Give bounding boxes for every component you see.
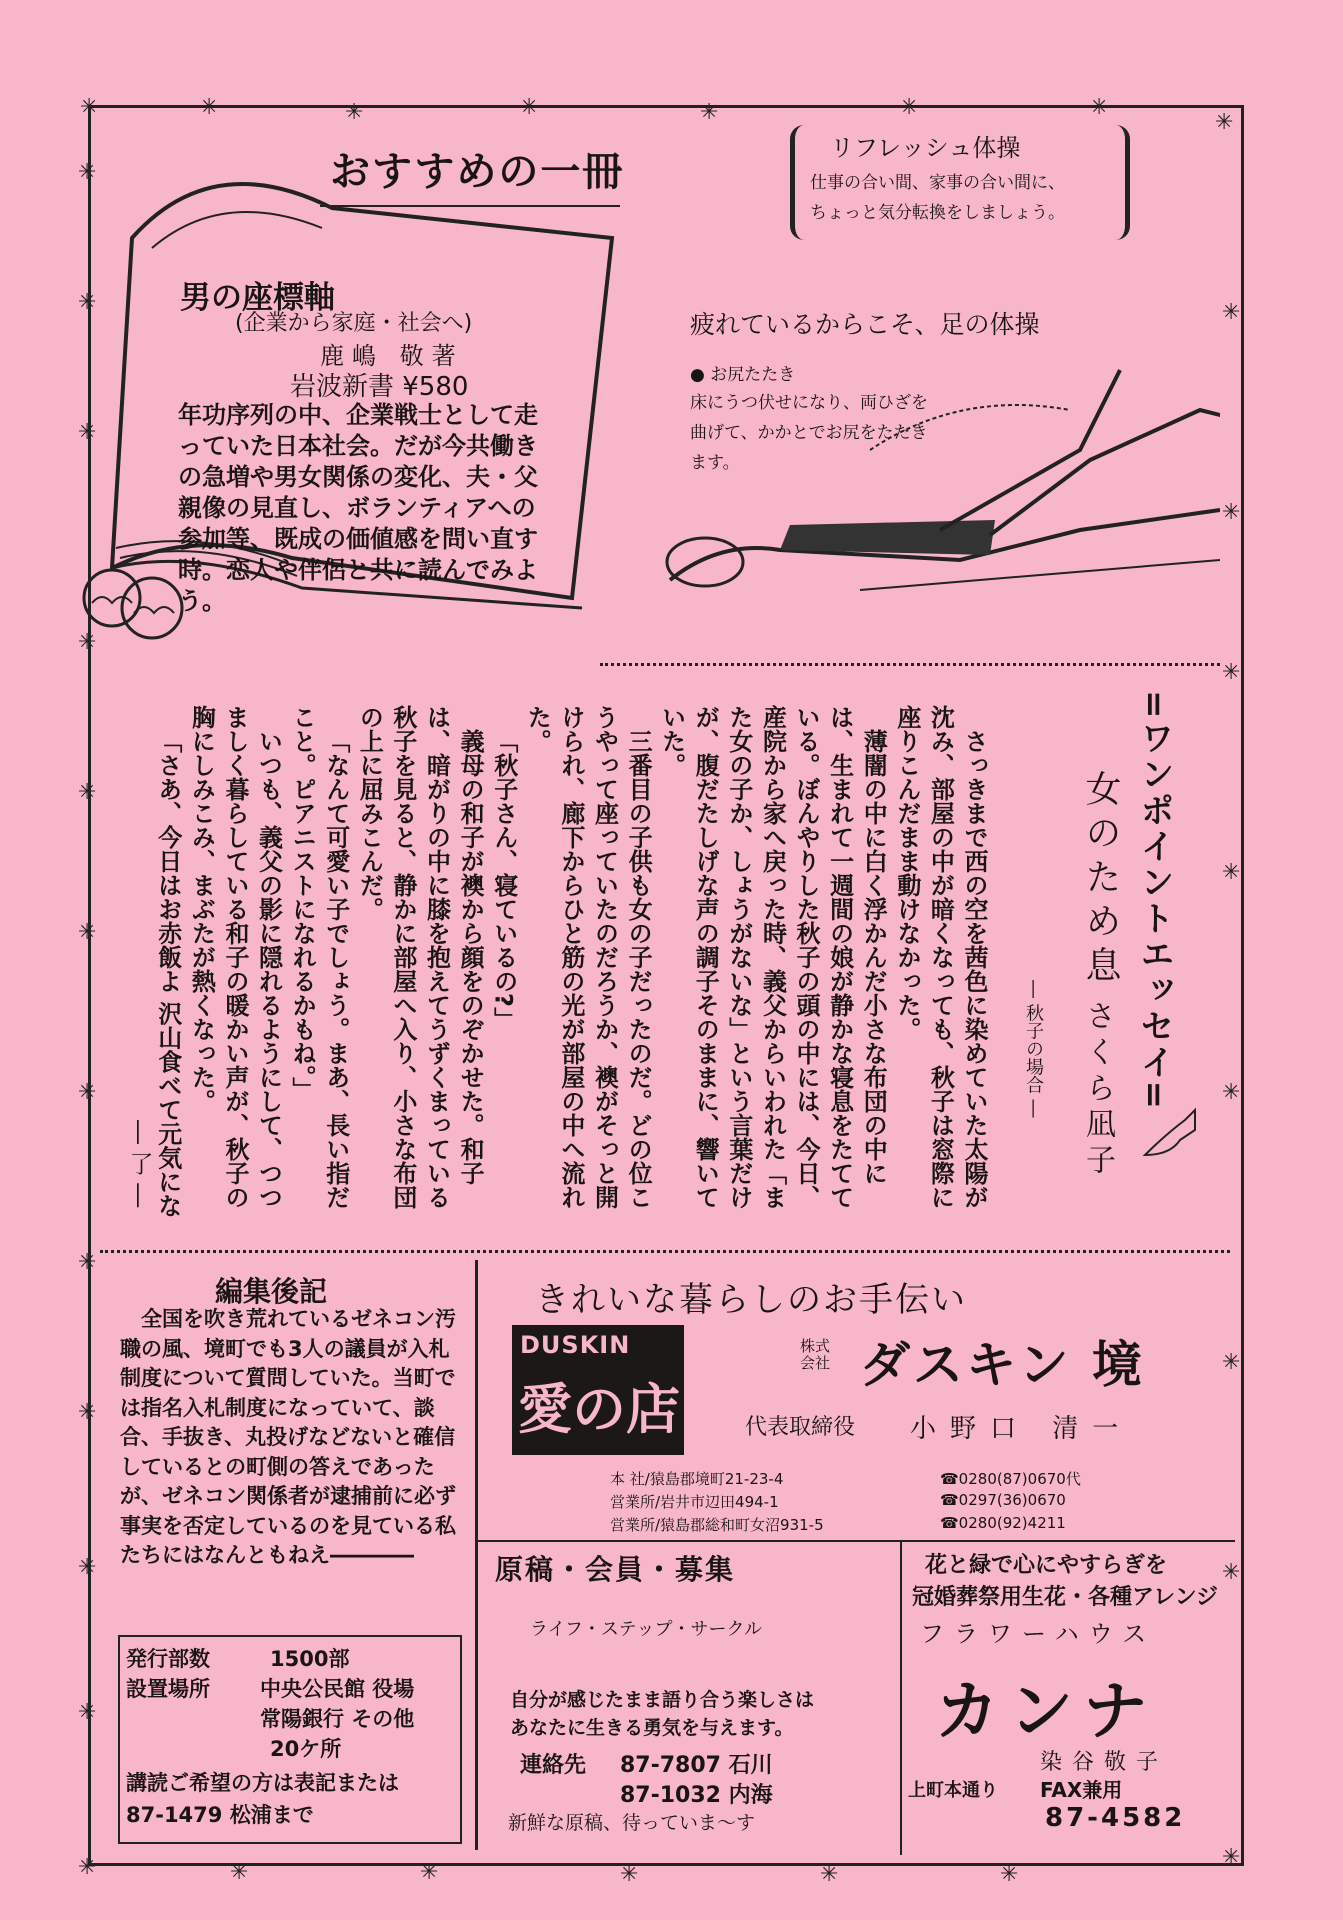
place-line-2: 常陽銀行 その他 (260, 1707, 415, 1731)
editor-title: 編集後記 (215, 1275, 328, 1308)
star-ornament: ✳ (1090, 95, 1109, 120)
star-ornament: ✳ (78, 1555, 97, 1580)
book-subtitle: (企業から家庭・社会へ) (235, 311, 473, 336)
star-ornament: ✳ (1222, 1845, 1241, 1870)
place-line-3: 20ケ所 (270, 1737, 342, 1761)
florist-phone: 87-4582 (1045, 1803, 1186, 1833)
issue-label: 発行部数 (126, 1647, 210, 1671)
ceo-name: 小野口 清一 (910, 1414, 1133, 1444)
exercise-description: 床にうつ伏せになり、両ひざを曲げて、かかとでお尻をたたきます。 (690, 393, 928, 473)
story-end-mark: ― 了 ― (125, 1120, 153, 1208)
recruit-message-line-2: あなたに生きる勇気を与えます。 (510, 1717, 794, 1739)
editor-body: 全国を吹き荒れているゼネコン汚職の風、境町でも3人の議員が入札制度について質問していた。当町では指名入札制度になっていて、談合、手抜き、丸投げなどないと確信しているとの町側の答えであったが、ゼネコン関係者が逮捕前に必ず事実を否定しているのを見ている私たちにはなんともねえ―――― (120, 1307, 456, 1567)
ad-divider (475, 1540, 1235, 1542)
star-ornament: ✳ (78, 1700, 97, 1725)
recruit-ending: 新鮮な原稿、待っていま〜す (508, 1812, 756, 1834)
star-ornament: ✳ (820, 1862, 839, 1887)
bottom-divider (100, 1250, 1230, 1253)
story-paragraph: 「さあ、今日はお赤飯よ 沢山食べて元気にな (153, 729, 182, 1218)
company-type-2: 会社 (800, 1354, 831, 1372)
star-ornament: ✳ (78, 160, 97, 185)
star-ornament: ✳ (78, 780, 97, 805)
star-ornament: ✳ (1222, 1080, 1241, 1105)
place-label: 設置場所 (126, 1677, 210, 1701)
star-ornament: ✳ (520, 95, 539, 120)
star-ornament: ✳ (620, 1862, 639, 1887)
story-heading: =ワンポイントエッセイ= (1134, 690, 1174, 1111)
recruit-message-line-1: 自分が感じたまま語り合う楽しさは (510, 1689, 815, 1711)
address-row: 営業所/岩井市辺田494-1 (610, 1493, 779, 1511)
book-description: 年功序列の中、企業戦士として走っていた日本社会。だが今共働きの急増や男女関係の変化、夫・父親像の見直し、ボランティアへの参加等、既成の価値感を問い直す時。恋人や伴侶と共に読んでみよう。 (178, 401, 538, 615)
story-paragraph: さっきまで西の空を茜色に染めていた太陽が沈み、部屋の中が暗くなっても、秋子は窓際に座りこんだまま動けなかった。 (892, 705, 988, 1209)
star-ornament: ✳ (1222, 300, 1241, 325)
refresh-title: リフレッシュ体操 (830, 134, 1021, 162)
florist-service: 冠婚葬祭用生花・各種アレンジ (912, 1585, 1219, 1610)
florist-street: 上町本通り (908, 1780, 998, 1801)
duskin-slogan: きれいな暮らしのお手伝い (535, 1280, 967, 1320)
book-section-title: おすすめの一冊 (330, 148, 625, 195)
star-ornament: ✳ (345, 100, 364, 125)
star-ornament: ✳ (78, 1080, 97, 1105)
star-ornament: ✳ (1000, 1862, 1019, 1887)
book-title: 男の座標軸 (180, 280, 335, 316)
florist-fax: FAX兼用 (1040, 1778, 1123, 1802)
subscribe-line-1: 講読ご希望の方は表記または (126, 1771, 399, 1795)
duskin-logo-main: 愛の店 (518, 1378, 680, 1441)
subscribe-line-2: 87-1479 松浦まで (126, 1803, 314, 1827)
story-top-border (600, 663, 1220, 666)
exercise-name: ● お尻たたき (690, 365, 796, 385)
star-ornament: ✳ (1222, 660, 1241, 685)
ceo-title: 代表取締役 (745, 1415, 856, 1440)
star-ornament: ✳ (1222, 1560, 1241, 1585)
star-ornament: ✳ (1222, 860, 1241, 885)
story-case: ― 秋子の場合 ― (1023, 980, 1044, 1118)
duskin-logo (512, 1325, 684, 1455)
story-author: さくら凪子 (1080, 1000, 1115, 1180)
star-ornament: ✳ (230, 1860, 249, 1885)
florist-slogan: 花と緑で心にやすらぎを (925, 1553, 1168, 1578)
florist-owner: 染谷敬子 (1040, 1750, 1169, 1775)
story-paragraph: 薄闇の中に白く浮かんだ小さな布団の中には、生まれて一週間の娘が静かな寝息をたてている。ぼんやりした秋子の頭の中には、今日、産院から家へ戻った時、義父からいわれた「また女の子か、しょうがないな」という言葉だけが、腹だたしげな声の調子そのままに、響いていた。 (657, 705, 888, 1209)
high-heel-icon (1140, 1100, 1200, 1160)
contact-1: 87-7807 石川 (620, 1753, 773, 1778)
recruit-title: 原稿・会員・募集 (495, 1553, 736, 1586)
star-ornament: ✳ (78, 1400, 97, 1425)
refresh-intro (810, 168, 1130, 228)
recruit-message (510, 1686, 814, 1742)
address-phone: ☎0280(92)4211 (940, 1514, 1066, 1532)
florist-house: フラワーハウス (920, 1620, 1157, 1648)
company-type-1: 株式 (800, 1337, 831, 1355)
star-ornament: ✳ (1222, 500, 1241, 525)
story-subtitle: 女のため息 (1080, 770, 1121, 990)
address-row: 営業所/猿島郡総和町女沼931-5 (610, 1516, 824, 1534)
issue-value: 1500部 (270, 1647, 350, 1671)
exercise-title: 疲れているからこそ、足の体操 (690, 310, 1040, 339)
star-ornament: ✳ (1222, 1350, 1241, 1375)
story-paragraph: 三番目の子供も女の子だったのだ。どの位こうやって座っていたのだろうか、襖がそっと開けられ、廊下からひと筋の光が部屋の中へ流れた。 (523, 705, 653, 1209)
place-line-1: 中央公民館 役場 (260, 1677, 415, 1701)
circulation-box (118, 1635, 462, 1844)
star-ornament: ✳ (78, 920, 97, 945)
star-ornament: ✳ (78, 290, 97, 315)
story-paragraph: 義母の和子が襖から顔をのぞかせた。和子は、暗がりの中に膝を抱えてうずくまっている秋子を見ると、静かに部屋へ入り、小さな布団の上に屈みこんだ。 (355, 705, 485, 1209)
star-ornament: ✳ (700, 100, 719, 125)
duskin-logo-text: DUSKIN (520, 1331, 631, 1359)
refresh-line-2: ちょっと気分転換をしましょう。 (810, 203, 1065, 223)
ad-vertical-divider (900, 1540, 902, 1855)
star-ornament: ✳ (78, 1855, 97, 1880)
title-underline (320, 205, 620, 207)
contact-2: 87-1032 内海 (620, 1783, 773, 1808)
star-ornament: ✳ (1215, 110, 1234, 135)
story-paragraph: 「なんて可愛い子でしょう。まあ、長い指だこと。ピアニストになれるかもね。」 (288, 705, 350, 1209)
duskin-company-name: ダスキン 境 (860, 1336, 1145, 1394)
star-ornament: ✳ (420, 1860, 439, 1885)
vertical-divider (475, 1260, 478, 1850)
florist-name: カンナ (935, 1675, 1157, 1749)
address-phone: ☎0297(36)0670 (940, 1491, 1066, 1509)
star-ornament: ✳ (78, 420, 97, 445)
recruit-circle-name: ライフ・ステップ・サークル (530, 1619, 763, 1640)
book-publisher-price: 岩波新書 ¥580 (290, 372, 469, 402)
star-ornament: ✳ (80, 95, 99, 120)
star-ornament: ✳ (900, 95, 919, 120)
star-ornament: ✳ (200, 95, 219, 120)
story-body (150, 705, 990, 1225)
exercise-illustration (660, 350, 1220, 620)
refresh-line-1: 仕事の合い間、家事の合い間に、 (810, 173, 1065, 193)
company-type (800, 1338, 830, 1372)
address-row: 本 社/猿島郡境町21-23-4 (610, 1470, 784, 1488)
address-phone: ☎0280(87)0670代 (940, 1470, 1081, 1488)
exercise-name-text: お尻たたき (710, 365, 796, 385)
star-ornament: ✳ (78, 1250, 97, 1275)
story-paragraph: いつも、義父の影に隠れるようにして、つつましく暮らしている和子の暖かい声が、秋子の胸にしみこみ、まぶたが熱くなった。 (187, 705, 283, 1209)
star-ornament: ✳ (78, 630, 97, 655)
story-paragraph: 「秋子さん、寝ているの?」 (489, 729, 518, 1031)
contact-label: 連絡先 (520, 1753, 587, 1778)
book-author: 鹿嶋 敬著 (320, 342, 464, 370)
